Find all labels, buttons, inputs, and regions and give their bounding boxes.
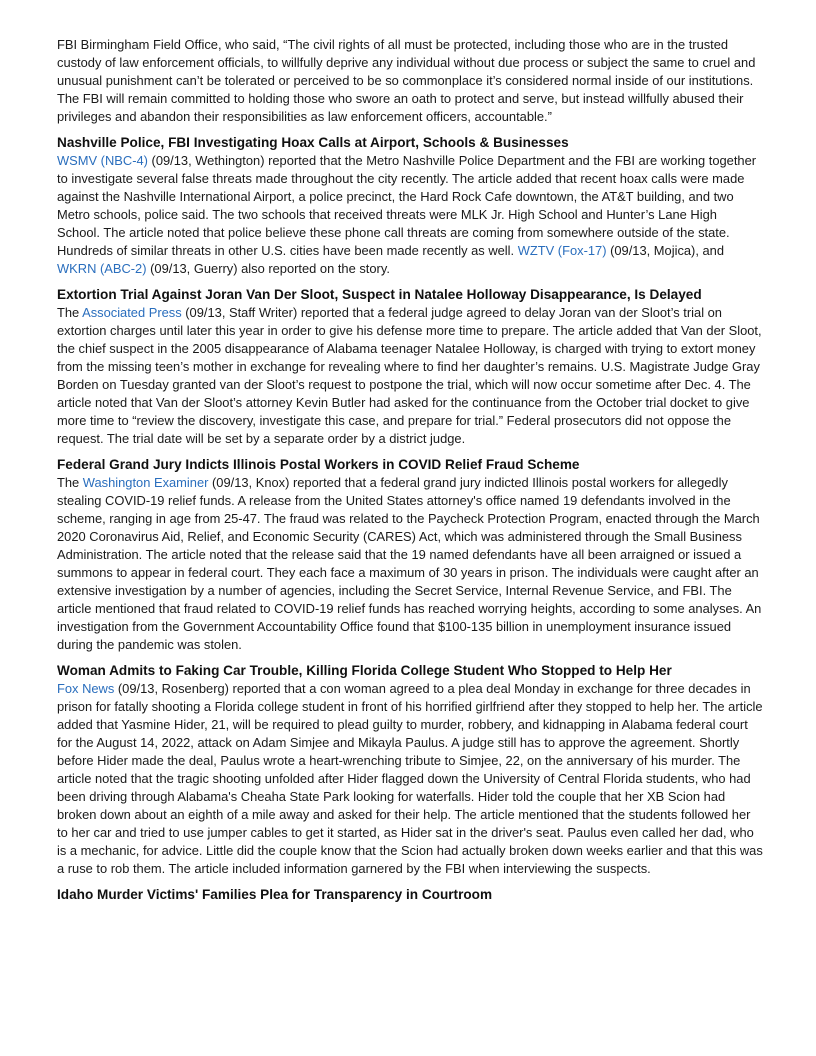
article-headline: Woman Admits to Faking Car Trouble, Killing Florida College Student Who Stopped to Help Her	[57, 663, 672, 678]
article-body	[57, 304, 763, 448]
article-headline: Idaho Murder Victims' Families Plea for Transparency in Courtroom	[57, 887, 493, 902]
document-page	[57, 36, 763, 904]
article-nashville-hoax	[57, 134, 763, 278]
source-link-washington-examiner[interactable]: Washington Examiner	[82, 475, 209, 490]
source-link-wztv[interactable]: WZTV (Fox-17)	[517, 243, 607, 258]
source-link-wkrn[interactable]: WKRN (ABC-2)	[57, 261, 147, 276]
source-link-ap[interactable]: Associated Press	[82, 305, 182, 320]
article-van-der-sloot	[57, 286, 763, 448]
article-text: (09/13, Mojica), and	[606, 243, 725, 258]
source-link-fox-news[interactable]: Fox News	[57, 681, 115, 696]
article-florida-student	[57, 662, 763, 878]
article-text: The	[57, 305, 83, 320]
article-text: (09/13, Wethington) reported that the Metro Nashville Police Department and the FBI are working together to investigate several false threats made throughout the city recently. The article added that recent hoax calls were made against the Nashville International Airport, a police precinct, the Hard Rock Cafe downtown, the AT&T building, and two Metro schools, police said. The two schools that received threats were MLK Jr. High School and Hunter’s Lane High School. The article noted that police believe these phone call threats are coming from somewhere outside of the state. Hundreds of similar threats in other U.S. cities have been made recently as well.	[57, 153, 757, 258]
article-body	[57, 680, 763, 878]
source-link-wsmv[interactable]: WSMV (NBC-4)	[57, 153, 148, 168]
article-headline: Nashville Police, FBI Investigating Hoax Calls at Airport, Schools & Businesses	[57, 135, 569, 150]
article-body	[57, 152, 763, 278]
article-text: (09/13, Knox) reported that a federal grand jury indicted Illinois postal workers for allegedly stealing COVID-19 relief funds. A release from the United States attorney's office named 19 defendants involved in the scheme, ranging in age from 25-47. The fraud was related to the Paycheck Protection Program, enacted through the March 2020 Coronavirus Aid, Relief, and Economic Security (CARES) Act, which was administered through the Small Business Administration. The article noted that the release said that the 19 named defendants have all been arraigned or issued a summons to appear in federal court. They each face a maximum of 30 years in prison. The individuals were caught after an extensive investigation by a number of agencies, including the Secret Service, Internal Revenue Service, and FBI. The article mentioned that fraud related to COVID-19 relief funds has reached worrying heights, according to some analyses. An investigation from the Government Accountability Office found that $100-135 billion in unemployment insurance issued during the pandemic was stolen.	[57, 475, 762, 652]
intro-paragraph: FBI Birmingham Field Office, who said, “The civil rights of all must be protected, including those who are in the trusted custody of law enforcement officials, to willfully deprive any individual without due process or subject the same to cruel and unusual punishment can’t be tolerated or perceived to be so commonplace it’s considered normal inside of our institutions. The FBI will remain committed to holding those who swore an oath to protect and serve, but instead willfully abused their privileges and abandon their responsibilities as law enforcement officers, accountable.”	[57, 37, 756, 124]
article-postal-fraud	[57, 456, 763, 654]
article-text: (09/13, Rosenberg) reported that a con woman agreed to a plea deal Monday in exchange for three decades in prison for fatally shooting a Florida college student in front of his horrified girlfriend after they stopped to help her. The article added that Yasmine Hider, 21, will be required to plead guilty to murder, robbery, and kidnapping in Alabama federal court for the August 14, 2022, attack on Adam Simjee and Mikayla Paulus. A judge still has to approve the agreement. Shortly before Hider made the deal, Paulus wrote a heart-wrenching tribute to Simjee, 22, on the anniversary of his murder. The article noted that the tragic shooting unfolded after Hider flagged down the University of Central Florida students, who had been driving through Alabama's Cheaha State Park looking for waterfalls. Hider told the couple that her XB Scion had broken down about an eighth of a mile away and asked for their help. The article mentioned that the students followed her to her car and tried to use jumper cables to get it started, as Hider sat in the driver's seat. Paulus even called her dad, who is a mechanic, for advice. Little did the couple know that the Scion had actually broken down weeks earlier and that this was a ruse to rob them. The article included information garnered by the FBI when interviewing the suspects.	[57, 681, 763, 876]
article-text: The	[57, 475, 83, 490]
article-headline: Federal Grand Jury Indicts Illinois Postal Workers in COVID Relief Fraud Scheme	[57, 457, 580, 472]
article-text: (09/13, Staff Writer) reported that a federal judge agreed to delay Joran van der Sloot’s trial on extortion charges until later this year in order to give his defense more time to prepare. The article added that Van der Sloot, the chief suspect in the 2005 disappearance of Alabama teenager Natalee Holloway, is charged with trying to extort money from the missing teen’s mother in exchange for revealing where to find her daughter’s remains. U.S. Magistrate Judge Gray Borden on Tuesday granted van der Sloot’s request to postpone the trial, which will now occur sometime after Dec. 4. The article noted that Van der Sloot’s attorney Kevin Butler had asked for the continuance from the October trial docket to give more time to “review the discovery, investigate this case, and prepare for trial.” Federal prosecutors did not oppose the request. The trial date will be set by a separate order by a district judge.	[57, 305, 762, 446]
article-headline: Extortion Trial Against Joran Van Der Sloot, Suspect in Natalee Holloway Disappearance, Is Delayed	[57, 287, 702, 302]
article-body	[57, 474, 763, 654]
article-text: (09/13, Guerry) also reported on the story.	[146, 261, 390, 276]
article-idaho-murder	[57, 886, 763, 904]
